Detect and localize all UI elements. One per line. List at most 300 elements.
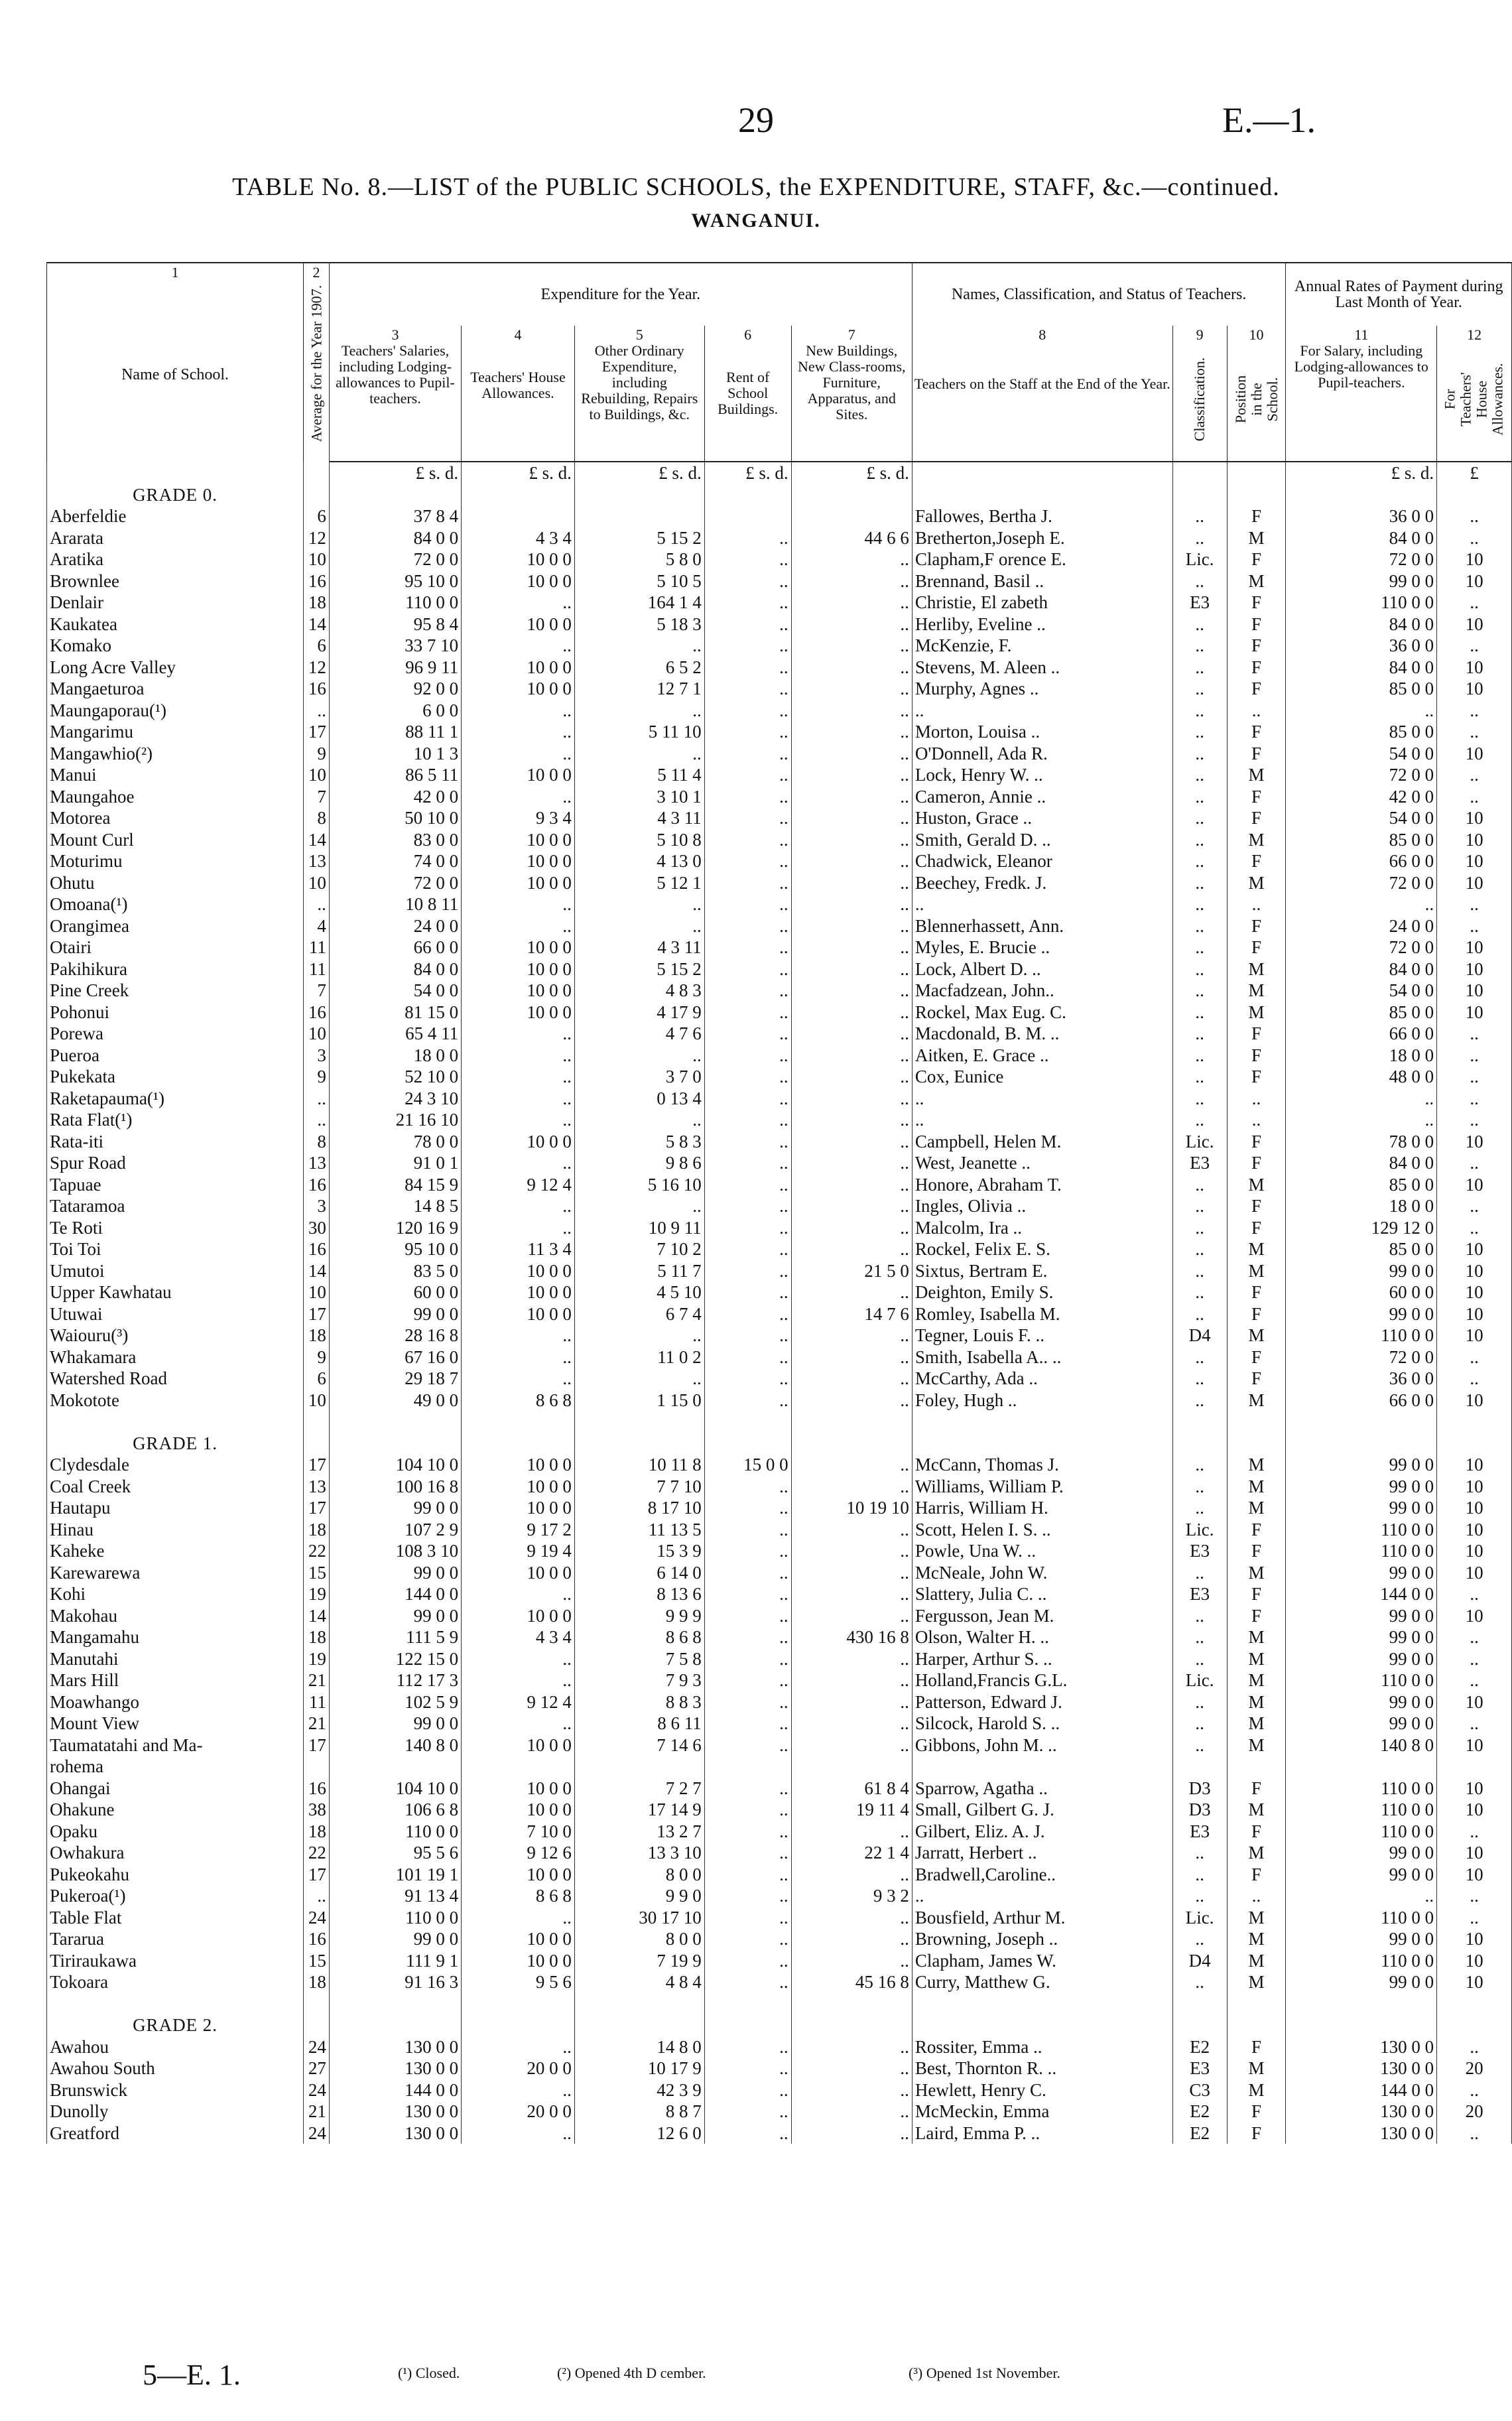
house-allowance-cell: .. (1437, 1713, 1512, 1734)
position-cell: M (1227, 1648, 1286, 1670)
school-row (47, 1928, 1512, 1950)
school-row (47, 1842, 1512, 1864)
house-cell: .. (462, 1368, 575, 1390)
salary-rate-cell: 99 0 0 (1286, 1303, 1437, 1325)
rent-cell: .. (704, 1778, 791, 1799)
average-cell: 17 (304, 721, 330, 743)
school-name: Mangawhio(²) (47, 743, 304, 765)
school-row (47, 1346, 1512, 1368)
school-name: Kaukatea (47, 614, 304, 635)
new-buildings-cell: .. (791, 1238, 912, 1260)
school-name: Upper Kawhatau (47, 1281, 304, 1303)
position-cell: M (1227, 1734, 1286, 1756)
salary-rate-cell: 144 0 0 (1286, 1583, 1437, 1605)
teacher-cell: Laird, Emma P. .. (912, 2123, 1172, 2144)
classification-cell: E3 (1172, 1583, 1227, 1605)
school-name: Aberfeldie (47, 505, 304, 527)
empty-cell (1286, 1411, 1437, 1433)
average-cell: .. (304, 1885, 330, 1907)
house-cell: 7 10 0 (462, 1821, 575, 1843)
other-cell: 5 10 5 (574, 570, 704, 592)
other-cell: 3 10 1 (574, 786, 704, 808)
house-allowance-cell: 10 (1437, 937, 1512, 958)
other-cell: 7 14 6 (574, 1734, 704, 1756)
teacher-cell: .. (912, 893, 1172, 915)
house-cell: 10 0 0 (462, 1131, 575, 1153)
rent-cell: .. (704, 1109, 791, 1131)
salary-rate-cell: 66 0 0 (1286, 850, 1437, 872)
average-cell: 9 (304, 743, 330, 765)
school-name: Ohutu (47, 872, 304, 894)
position-cell: M (1227, 1325, 1286, 1346)
teacher-cell: Jarratt, Herbert .. (912, 1842, 1172, 1864)
average-cell: 10 (304, 1023, 330, 1045)
teacher-cell: .. (912, 700, 1172, 722)
other-cell: 4 8 3 (574, 980, 704, 1002)
classification-cell: E3 (1172, 1821, 1227, 1843)
classification-header-label: Classification. (1191, 357, 1208, 442)
average-cell: 14 (304, 614, 330, 635)
average-cell: 21 (304, 2101, 330, 2123)
school-name: Manui (47, 764, 304, 786)
school-name: Kohi (47, 1583, 304, 1605)
salary-rate-cell: 84 0 0 (1286, 958, 1437, 980)
salary-rate-cell: .. (1286, 700, 1437, 722)
house-cell: .. (462, 700, 575, 722)
other-cell: 0 13 4 (574, 1088, 704, 1110)
other-cell: 12 6 0 (574, 2123, 704, 2144)
empty-cell (462, 1993, 575, 2015)
school-row (47, 958, 1512, 980)
school-row (47, 1325, 1512, 1346)
house-cell: 11 3 4 (462, 1238, 575, 1260)
new-header-label: New Buildings, New Class-rooms, Furniture, Apparatus, and Sites. (797, 342, 906, 423)
school-row (47, 2079, 1512, 2101)
rent-cell: .. (704, 1195, 791, 1217)
rent-cell: .. (704, 1928, 791, 1950)
other-cell: 5 11 10 (574, 721, 704, 743)
salaries-cell: 91 16 3 (329, 1971, 461, 1993)
average-cell: 18 (304, 592, 330, 614)
school-row (47, 1799, 1512, 1821)
other-cell: 11 0 2 (574, 1346, 704, 1368)
school-row (47, 1626, 1512, 1648)
position-cell: M (1227, 980, 1286, 1002)
salary-rate-cell: 99 0 0 (1286, 1691, 1437, 1713)
new-buildings-cell: .. (791, 678, 912, 700)
teacher-cell: Romley, Isabella M. (912, 1303, 1172, 1325)
classification-cell: .. (1172, 700, 1227, 722)
new-buildings-cell: .. (791, 592, 912, 614)
salary-rate-cell: 110 0 0 (1286, 1907, 1437, 1929)
position-cell: M (1227, 1971, 1286, 1993)
empty-cell (1172, 2014, 1227, 2036)
other-cell: 8 0 0 (574, 1864, 704, 1886)
school-name: Otairi (47, 937, 304, 958)
rent-cell: .. (704, 1152, 791, 1174)
other-cell: .. (574, 1109, 704, 1131)
salaries-cell: 104 10 0 (329, 1778, 461, 1799)
school-name: Watershed Road (47, 1368, 304, 1390)
position-cell: F (1227, 1217, 1286, 1239)
empty-cell (47, 1993, 304, 2015)
average-cell: 11 (304, 1691, 330, 1713)
house-cell: 10 0 0 (462, 549, 575, 570)
classification-cell: .. (1172, 1368, 1227, 1390)
rent-cell: .. (704, 1066, 791, 1088)
house-cell: 10 0 0 (462, 1497, 575, 1519)
grade-heading: GRADE 0. (47, 484, 304, 506)
salary-rate-cell: 110 0 0 (1286, 1821, 1437, 1843)
school-row (47, 1519, 1512, 1541)
new-buildings-cell: .. (791, 1454, 912, 1476)
salary-rate-cell: 84 0 0 (1286, 527, 1437, 549)
position-cell: M (1227, 2058, 1286, 2079)
teacher-cell: Sixtus, Bertram E. (912, 1260, 1172, 1282)
school-name: Tapuae (47, 1174, 304, 1196)
new-buildings-cell: .. (791, 1217, 912, 1239)
school-row (47, 2123, 1512, 2144)
new-buildings-cell: .. (791, 958, 912, 980)
other-cell: 8 13 6 (574, 1583, 704, 1605)
rent-cell: .. (704, 614, 791, 635)
position-cell: F (1227, 743, 1286, 765)
new-buildings-cell: 9 3 2 (791, 1885, 912, 1907)
classification-cell: E2 (1172, 2101, 1227, 2123)
other-cell: 9 9 0 (574, 1885, 704, 1907)
empty-cell (574, 484, 704, 506)
teacher-cell: McMeckin, Emma (912, 2101, 1172, 2123)
empty-cell (1172, 1411, 1227, 1433)
school-name: Makohau (47, 1605, 304, 1627)
footnote-opened-december: (²) Opened 4th D cember. (557, 2365, 706, 2381)
unit-s: s. (428, 463, 441, 483)
salaries-cell: 102 5 9 (329, 1691, 461, 1713)
col-house-header (462, 326, 575, 462)
rent-cell: .. (704, 1540, 791, 1562)
new-buildings-cell: .. (791, 807, 912, 829)
salary-rate-cell: .. (1286, 1109, 1437, 1131)
teacher-cell: Christie, El zabeth (912, 592, 1172, 614)
position-cell: F (1227, 1303, 1286, 1325)
other-cell: .. (574, 1195, 704, 1217)
empty-cell (304, 2014, 330, 2036)
house-cell: .. (462, 2079, 575, 2101)
house-cell: .. (462, 1088, 575, 1110)
rent-cell: .. (704, 1238, 791, 1260)
classification-cell: .. (1172, 678, 1227, 700)
salary-rate-cell: 66 0 0 (1286, 1023, 1437, 1045)
salary-rate-cell: 99 0 0 (1286, 1842, 1437, 1864)
school-row (47, 1540, 1512, 1562)
classification-cell: Lic. (1172, 1669, 1227, 1691)
classification-cell: D4 (1172, 1325, 1227, 1346)
other-cell: .. (574, 1045, 704, 1067)
house-allowance-cell: 10 (1437, 1325, 1512, 1346)
average-cell: 10 (304, 1390, 330, 1411)
house-cell: 10 0 0 (462, 980, 575, 1002)
house-allowance-cell: .. (1437, 1066, 1512, 1088)
school-name: Brunswick (47, 2079, 304, 2101)
teacher-cell: Smith, Isabella A.. .. (912, 1346, 1172, 1368)
empty-cell (462, 1411, 575, 1433)
other-cell: 4 13 0 (574, 850, 704, 872)
average-cell: 11 (304, 958, 330, 980)
house-cell: 9 5 6 (462, 1971, 575, 1993)
school-row (47, 1045, 1512, 1067)
new-buildings-cell: .. (791, 2036, 912, 2058)
house-cell: 10 0 0 (462, 958, 575, 980)
other-cell (574, 1756, 704, 1778)
classification-cell: .. (1172, 570, 1227, 592)
page-number: 29 (738, 100, 774, 140)
rent-cell: .. (704, 1023, 791, 1045)
rent-cell: .. (704, 1346, 791, 1368)
salary-rate-cell: 99 0 0 (1286, 1626, 1437, 1648)
house-allowance-cell: 10 (1437, 850, 1512, 872)
salaries-cell: 100 16 8 (329, 1476, 461, 1498)
empty-cell (462, 2014, 575, 2036)
average-cell: 12 (304, 527, 330, 549)
rent-cell: .. (704, 1885, 791, 1907)
unit-s: s. (672, 463, 684, 483)
footnote-closed: (¹) Closed. (398, 2365, 460, 2381)
salaries-cell: 28 16 8 (329, 1325, 461, 1346)
position-cell: M (1227, 1260, 1286, 1282)
grade-heading: GRADE 1. (47, 1433, 304, 1455)
average-cell: 16 (304, 1238, 330, 1260)
average-cell: 15 (304, 1950, 330, 1972)
position-cell: M (1227, 1174, 1286, 1196)
empty-cell (1227, 1433, 1286, 1455)
school-row (47, 1023, 1512, 1045)
empty-cell (912, 2014, 1172, 2036)
new-buildings-cell: .. (791, 893, 912, 915)
classification-cell: .. (1172, 635, 1227, 657)
teacher-cell: Bousfield, Arthur M. (912, 1907, 1172, 1929)
new-buildings-cell: .. (791, 872, 912, 894)
house-allowance-cell: .. (1437, 592, 1512, 614)
new-buildings-cell: 61 8 4 (791, 1778, 912, 1799)
expenditure-group-header: Expenditure for the Year. (329, 263, 912, 326)
salaries-cell: 91 13 4 (329, 1885, 461, 1907)
new-buildings-cell: .. (791, 1713, 912, 1734)
empty-cell (1437, 1433, 1512, 1455)
average-cell: 21 (304, 1713, 330, 1734)
other-cell: 5 11 7 (574, 1260, 704, 1282)
other-cell: 5 15 2 (574, 527, 704, 549)
teacher-cell: Sparrow, Agatha .. (912, 1778, 1172, 1799)
house-allowance-cell: 10 (1437, 1497, 1512, 1519)
average-cell: 16 (304, 570, 330, 592)
teacher-cell: Rossiter, Emma .. (912, 2036, 1172, 2058)
house-cell: 10 0 0 (462, 678, 575, 700)
position-cell: M (1227, 764, 1286, 786)
teacher-cell: Stevens, M. Aleen .. (912, 657, 1172, 679)
col-house-allow-header (1437, 326, 1512, 462)
teacher-cell: McCann, Thomas J. (912, 1454, 1172, 1476)
house-allowance-cell: .. (1437, 635, 1512, 657)
school-name: Pukeroa(¹) (47, 1885, 304, 1907)
classification-cell: .. (1172, 829, 1227, 851)
salary-rate-cell: 84 0 0 (1286, 657, 1437, 679)
classification-cell: .. (1172, 1088, 1227, 1110)
other-cell: 5 10 8 (574, 829, 704, 851)
classification-cell: Lic. (1172, 1131, 1227, 1153)
salary-rate-cell: 99 0 0 (1286, 1971, 1437, 1993)
empty-cell (704, 2014, 791, 2036)
other-cell: 7 9 3 (574, 1669, 704, 1691)
school-row (47, 872, 1512, 894)
empty-cell (1437, 1993, 1512, 2015)
school-name: Utuwai (47, 1303, 304, 1325)
salary-rate-cell: 110 0 0 (1286, 1325, 1437, 1346)
salaries-cell: 130 0 0 (329, 2058, 461, 2079)
position-cell: M (1227, 1238, 1286, 1260)
table-title: TABLE No. 8.—LIST of the PUBLIC SCHOOLS, the EXPENDITURE, STAFF, &c.—continued. (232, 173, 1280, 201)
classification-cell: .. (1172, 893, 1227, 915)
salaries-cell: 84 0 0 (329, 958, 461, 980)
salary-rate-cell: 85 0 0 (1286, 1002, 1437, 1023)
school-name: Awahou (47, 2036, 304, 2058)
school-row (47, 1950, 1512, 1972)
rent-cell: .. (704, 1583, 791, 1605)
grade-heading: GRADE 2. (47, 2014, 304, 2036)
school-row (47, 1583, 1512, 1605)
position-cell: M (1227, 1626, 1286, 1648)
salary-rate-cell: 99 0 0 (1286, 1648, 1437, 1670)
house-allowance-cell: 10 (1437, 743, 1512, 765)
classification-cell: .. (1172, 1281, 1227, 1303)
salary-rate-cell: 99 0 0 (1286, 1497, 1437, 1519)
col-school-header (47, 263, 304, 462)
average-cell: .. (304, 700, 330, 722)
school-header-label: Name of School. (121, 366, 229, 383)
rent-cell: .. (704, 2036, 791, 2058)
classification-cell: .. (1172, 1605, 1227, 1627)
classification-cell: .. (1172, 1303, 1227, 1325)
house-allow-units: £ (1437, 462, 1512, 484)
house-cell: 10 0 0 (462, 1778, 575, 1799)
salary-rate-cell (1286, 1756, 1437, 1778)
col-num-9: 9 (1196, 326, 1204, 343)
salaries-cell: 95 8 4 (329, 614, 461, 635)
school-row (47, 1195, 1512, 1217)
other-cell: 4 3 11 (574, 807, 704, 829)
salaries-cell: 120 16 9 (329, 1217, 461, 1239)
new-buildings-cell: .. (791, 614, 912, 635)
rent-cell: .. (704, 1260, 791, 1282)
other-units (574, 462, 704, 484)
house-cell: 10 0 0 (462, 872, 575, 894)
position-cell: M (1227, 570, 1286, 592)
average-cell: 6 (304, 505, 330, 527)
school-name: Omoana(¹) (47, 893, 304, 915)
unit-s: s. (542, 463, 554, 483)
school-row (47, 786, 1512, 808)
new-buildings-cell: .. (791, 1325, 912, 1346)
other-cell: 6 7 4 (574, 1303, 704, 1325)
classification-cell: .. (1172, 721, 1227, 743)
grade-row (47, 2014, 1512, 2036)
classification-cell: .. (1172, 1497, 1227, 1519)
house-cell: .. (462, 1346, 575, 1368)
col-average-header (304, 263, 330, 462)
school-name: Mangaeturoa (47, 678, 304, 700)
school-row (47, 1368, 1512, 1390)
other-cell: 14 8 0 (574, 2036, 704, 2058)
new-buildings-cell: .. (791, 2101, 912, 2123)
house-allowance-cell: 10 (1437, 872, 1512, 894)
house-cell: 8 6 8 (462, 1885, 575, 1907)
empty-cell (329, 1993, 461, 2015)
page-reference: E.—1. (1222, 100, 1316, 140)
teacher-cell: O'Donnell, Ada R. (912, 743, 1172, 765)
empty-cell (1286, 2014, 1437, 2036)
empty-cell (912, 1993, 1172, 2015)
school-name: Komako (47, 635, 304, 657)
other-cell: 11 13 5 (574, 1519, 704, 1541)
rent-cell: .. (704, 786, 791, 808)
salaries-cell: 112 17 3 (329, 1669, 461, 1691)
classification-cell: .. (1172, 1842, 1227, 1864)
rent-cell: .. (704, 1131, 791, 1153)
school-name: Long Acre Valley (47, 657, 304, 679)
school-row (47, 2058, 1512, 2079)
classification-cell: Lic. (1172, 1519, 1227, 1541)
new-buildings-cell: .. (791, 570, 912, 592)
house-cell: 10 0 0 (462, 1734, 575, 1756)
rent-cell: .. (704, 1864, 791, 1886)
school-name: Mangamahu (47, 1626, 304, 1648)
other-cell: 12 7 1 (574, 678, 704, 700)
house-allowance-cell: 20 (1437, 2058, 1512, 2079)
salaries-cell: 122 15 0 (329, 1648, 461, 1670)
school-row (47, 1669, 1512, 1691)
house-allowance-cell: 10 (1437, 1303, 1512, 1325)
teacher-cell: Gilbert, Eliz. A. J. (912, 1821, 1172, 1843)
school-name: Pukekata (47, 1066, 304, 1088)
school-row (47, 527, 1512, 549)
house-cell: 10 0 0 (462, 1281, 575, 1303)
classification-cell: .. (1172, 1454, 1227, 1476)
average-cell: 13 (304, 850, 330, 872)
other-cell: .. (574, 635, 704, 657)
average-cell: 13 (304, 1476, 330, 1498)
empty-cell (791, 1411, 912, 1433)
teacher-cell: Best, Thornton R. .. (912, 2058, 1172, 2079)
school-row (47, 1260, 1512, 1282)
average-cell: 18 (304, 1971, 330, 1993)
salaries-cell: 54 0 0 (329, 980, 461, 1002)
spacer-row (47, 1993, 1512, 2015)
teacher-cell: McKenzie, F. (912, 635, 1172, 657)
school-name: Tiriraukawa (47, 1950, 304, 1972)
house-allowance-cell: .. (1437, 1648, 1512, 1670)
other-cell: 17 14 9 (574, 1799, 704, 1821)
empty-cell (704, 1433, 791, 1455)
house-allowance-cell: 10 (1437, 1971, 1512, 1993)
school-name: Table Flat (47, 1907, 304, 1929)
classification-cell: .. (1172, 1002, 1227, 1023)
other-cell: 164 1 4 (574, 592, 704, 614)
new-buildings-cell: 22 1 4 (791, 1842, 912, 1864)
house-cell: .. (462, 635, 575, 657)
school-name: Denlair (47, 592, 304, 614)
new-buildings-cell: 44 6 6 (791, 527, 912, 549)
school-row (47, 829, 1512, 851)
position-cell: M (1227, 527, 1286, 549)
